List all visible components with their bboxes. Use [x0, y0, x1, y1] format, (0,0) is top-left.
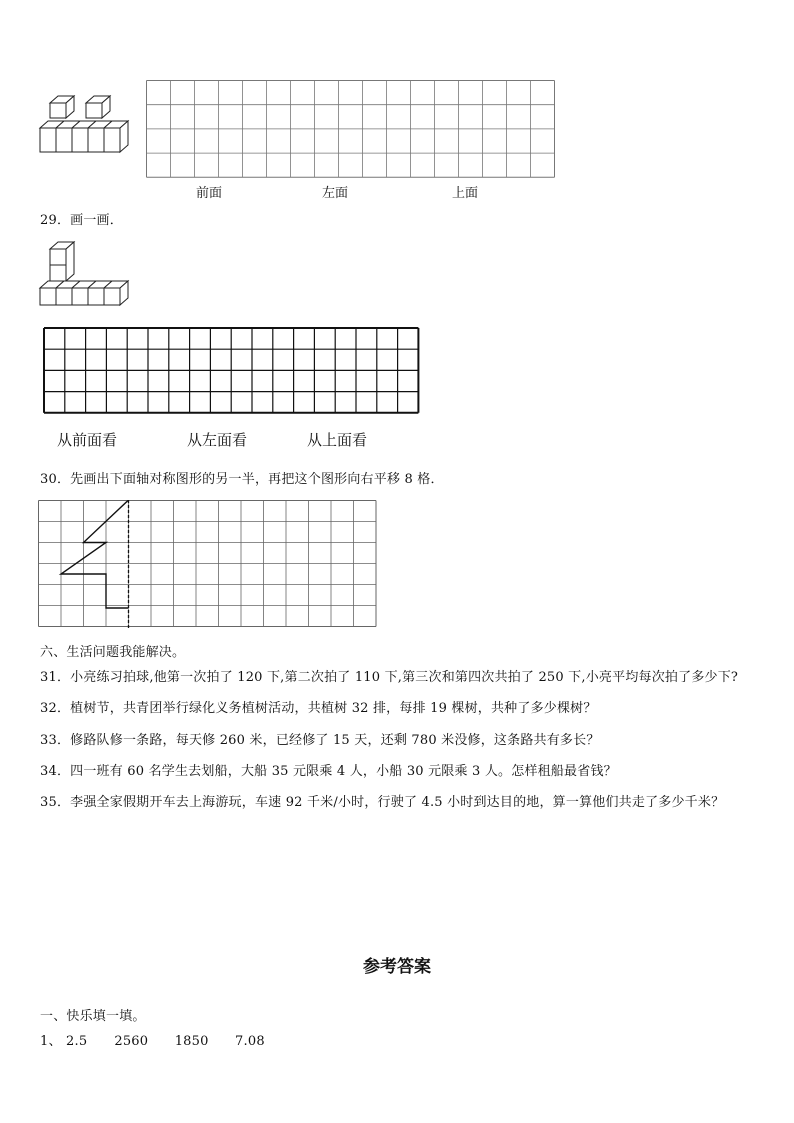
- question-34: [40, 760, 617, 779]
- answer-value: 2560: [114, 1034, 149, 1049]
- question-31: [40, 666, 738, 685]
- grid-2[interactable]: [43, 327, 423, 415]
- label-top: 上面: [452, 186, 479, 201]
- answers-section-1: 一、快乐填一填。: [40, 1009, 146, 1024]
- question-number: 34．: [40, 764, 71, 779]
- question-number: 35．: [40, 795, 71, 810]
- question-29: 29．画一画．: [40, 213, 123, 228]
- question-text: 小亮练习拍球,他第一次拍了 120 下,第二次拍了 110 下,第三次和第四次共拍了 250 下,小亮平均每次拍了多少下?: [70, 670, 739, 685]
- label-front: 前面: [196, 186, 223, 201]
- label-from-left: 从左面看: [187, 431, 248, 449]
- question-text: 修路队修一条路，每天修 260 米，已经修了 15 天，还剩 780 米没修，这条路共有多长？: [70, 733, 600, 748]
- question-30: 30．先画出下面轴对称图形的另一半，再把这个图形向右平移 8 格．: [40, 472, 444, 487]
- answer-value: 7.08: [235, 1034, 265, 1049]
- answer-line-1: [40, 1030, 265, 1049]
- answer-value: 2.5: [66, 1034, 88, 1049]
- question-text: 植树节，共青团举行绿化义务植树活动，共植树 32 排，每排 19 棵树，共种了多少棵树？: [70, 701, 597, 716]
- label-from-top: 从上面看: [307, 431, 368, 449]
- question-text: 李强全家假期开车去上海游玩，车速 92 千米/小时，行驶了 4.5 小时到达目的地，算一算他们共走了多少千米？: [70, 795, 725, 810]
- label-left: 左面: [322, 186, 349, 201]
- answer-value: 1850: [174, 1034, 209, 1049]
- question-33: [40, 729, 600, 748]
- answers-title: 参考答案: [363, 957, 431, 977]
- question-number: 33．: [40, 733, 71, 748]
- question-text: 四一班有 60 名学生去划船，大船 35 元限乘 4 人，小船 30 元限乘 3 人。怎样租船最省钱？: [70, 764, 617, 779]
- label-from-front: 从前面看: [57, 431, 118, 449]
- section-6-heading: 六、生活问题我能解决。: [40, 645, 186, 660]
- grid-3-symmetry[interactable]: [38, 500, 378, 630]
- question-number: 31．: [40, 670, 71, 685]
- answer-number: 1、: [40, 1034, 62, 1049]
- question-number: 32．: [40, 701, 71, 716]
- question-32: [40, 697, 597, 716]
- question-35: [40, 791, 724, 810]
